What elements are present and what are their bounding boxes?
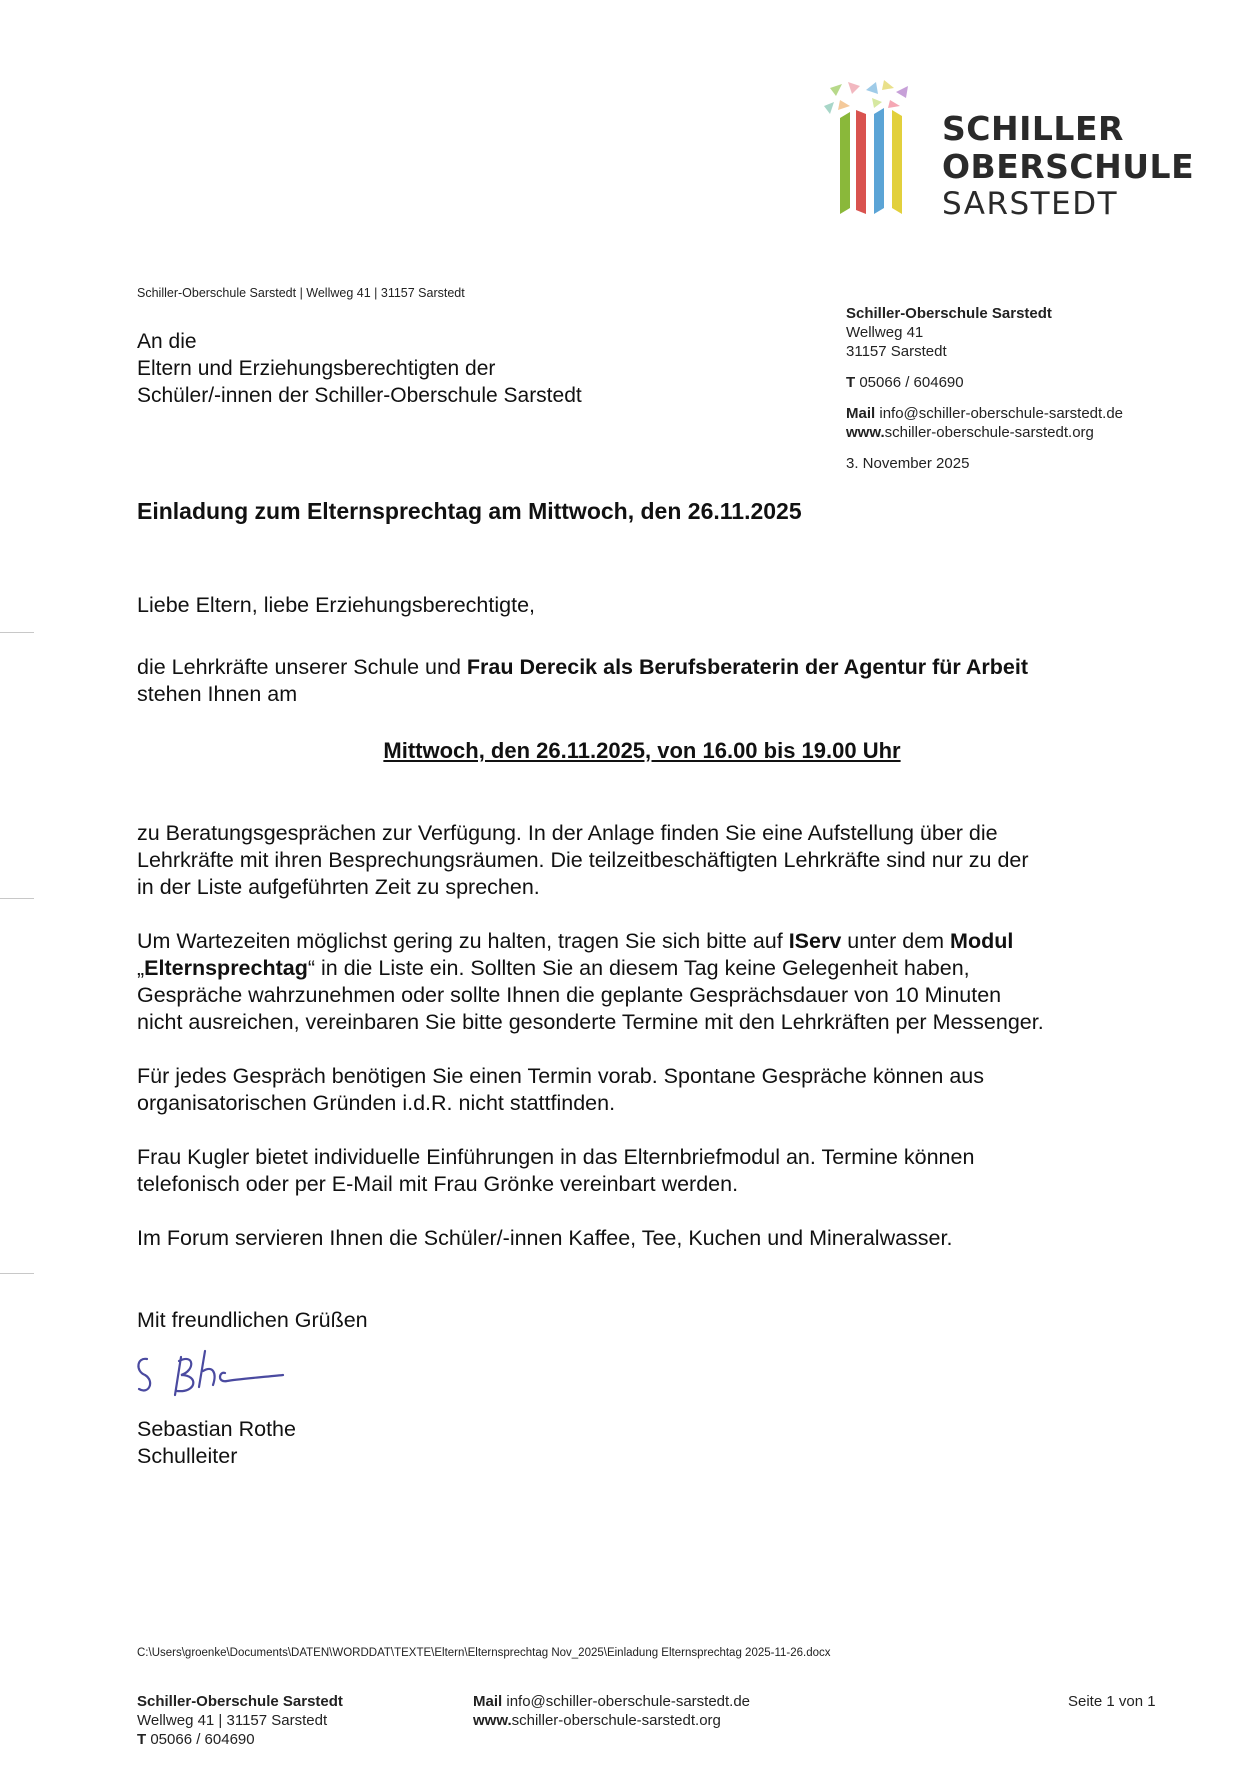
footer-mail-link[interactable]: info@schiller-oberschule-sarstedt.de	[506, 1693, 751, 1710]
paragraph-elternbrief: Frau Kugler bietet individuelle Einführungen in das Elternbriefmodul an. Termine können telefonisch oder per E-Mail mit Frau Grönke vereinbart werden.	[137, 1145, 975, 1196]
contact-web-link[interactable]: www.schiller-oberschule-sarstedt.org	[846, 424, 1094, 441]
footer-street: Wellweg 41 | 31157 Sarstedt	[137, 1712, 328, 1729]
contact-street: Wellweg 41	[846, 324, 924, 341]
page-number: Seite 1 von 1	[1068, 1693, 1156, 1710]
paragraph-iserv: Um Wartezeiten möglichst gering zu halten, tragen Sie sich bitte auf IServ unter dem Modul „Elternsprechtag“ in die Liste ein. Sollten Sie an diesem Tag keine Gelegenheit haben, Gespräche wahrzunehmen oder sollte Ihnen die geplante Gesprächsdauer von 10 Minuten nicht ausreichen, vereinbaren Sie bitte gesonderte Termine mit den Lehrkräften per Messenger.	[137, 929, 1044, 1034]
footer-contact	[473, 1692, 750, 1730]
iserv-highlight: IServ	[788, 929, 842, 953]
berufsberaterin-highlight: Frau Derecik als Berufsberaterin der Agentur für Arbeit	[466, 655, 1029, 679]
letter-subject: Einladung zum Elternsprechtag am Mittwoch, den 26.11.2025	[137, 498, 802, 524]
recipient-line: Schüler/-innen der Schiller-Oberschule Sarstedt	[137, 384, 582, 407]
closing-greeting: Mit freundlichen Grüßen	[137, 1308, 368, 1332]
contact-city: 31157 Sarstedt	[846, 343, 947, 360]
footer-school-name: Schiller-Oberschule Sarstedt	[137, 1693, 343, 1710]
module-name-highlight: Elternsprechtag	[144, 956, 308, 980]
fold-mark-top	[0, 632, 34, 633]
school-logo-text	[942, 110, 1194, 222]
logo-line-oberschule: OBERSCHULE	[942, 147, 1195, 186]
footer-address	[137, 1692, 343, 1749]
signature-image	[133, 1337, 293, 1407]
signer-block	[137, 1416, 1147, 1470]
recipient-line: An die	[137, 330, 197, 353]
contact-phone-row: T 05066 / 604690	[846, 374, 964, 391]
recipient-address	[137, 328, 582, 409]
contact-block	[846, 304, 1123, 473]
event-date-line: Mittwoch, den 26.11.2025, von 16.00 bis 19.00 Uhr	[383, 738, 901, 763]
contact-phone: 05066 / 604690	[859, 374, 964, 391]
contact-mail-link[interactable]: info@schiller-oberschule-sarstedt.de	[879, 405, 1124, 422]
contact-school-name: Schiller-Oberschule Sarstedt	[846, 305, 1052, 322]
logo-line-sarstedt: SARSTEDT	[942, 186, 1119, 222]
paragraph-intro: die Lehrkräfte unserer Schule und Frau Derecik als Berufsberaterin der Agentur für Arbeit stehen Ihnen am	[137, 655, 1029, 706]
fold-mark-middle	[0, 898, 34, 899]
salutation: Liebe Eltern, liebe Erziehungsberechtigte,	[137, 593, 536, 617]
signer-title: Schulleiter	[137, 1444, 238, 1468]
sender-return-address: Schiller-Oberschule Sarstedt | Wellweg 41 | 31157 Sarstedt	[137, 286, 465, 300]
letter-date: 3. November 2025	[846, 455, 970, 472]
recipient-line: Eltern und Erziehungsberechtigten der	[137, 357, 496, 380]
footer-web-link[interactable]: www.schiller-oberschule-sarstedt.org	[473, 1712, 721, 1729]
paragraph-consultation: zu Beratungsgesprächen zur Verfügung. In der Anlage finden Sie eine Aufstellung über die Lehrkräfte mit ihren Besprechungsräumen. Die teilzeitbeschäftigten Lehrkräfte sind nur zu der in der Liste aufgeführten Zeit zu sprechen.	[137, 821, 1029, 899]
contact-mail-row: Mail info@schiller-oberschule-sarstedt.de	[846, 405, 1124, 422]
footer-mail-row: Mail info@schiller-oberschule-sarstedt.de	[473, 1693, 751, 1710]
paragraph-forum: Im Forum servieren Ihnen die Schüler/-innen Kaffee, Tee, Kuchen und Mineralwasser.	[137, 1226, 953, 1250]
signer-name: Sebastian Rothe	[137, 1417, 296, 1441]
paragraph-appointment: Für jedes Gespräch benötigen Sie einen Termin vorab. Spontane Gespräche können aus organisatorischen Gründen i.d.R. nicht stattfinden.	[137, 1064, 985, 1115]
footer-phone-row: T 05066 / 604690	[137, 1731, 255, 1748]
document-file-path: C:\Users\groenke\Documents\DATEN\WORDDAT\TEXTE\Eltern\Elternsprechtag Nov_2025\Einladung Elternsprechtag 2025-11-26.docx	[137, 1647, 831, 1659]
fold-mark-bottom	[0, 1273, 34, 1274]
logo-line-schiller: SCHILLER	[942, 109, 1124, 148]
